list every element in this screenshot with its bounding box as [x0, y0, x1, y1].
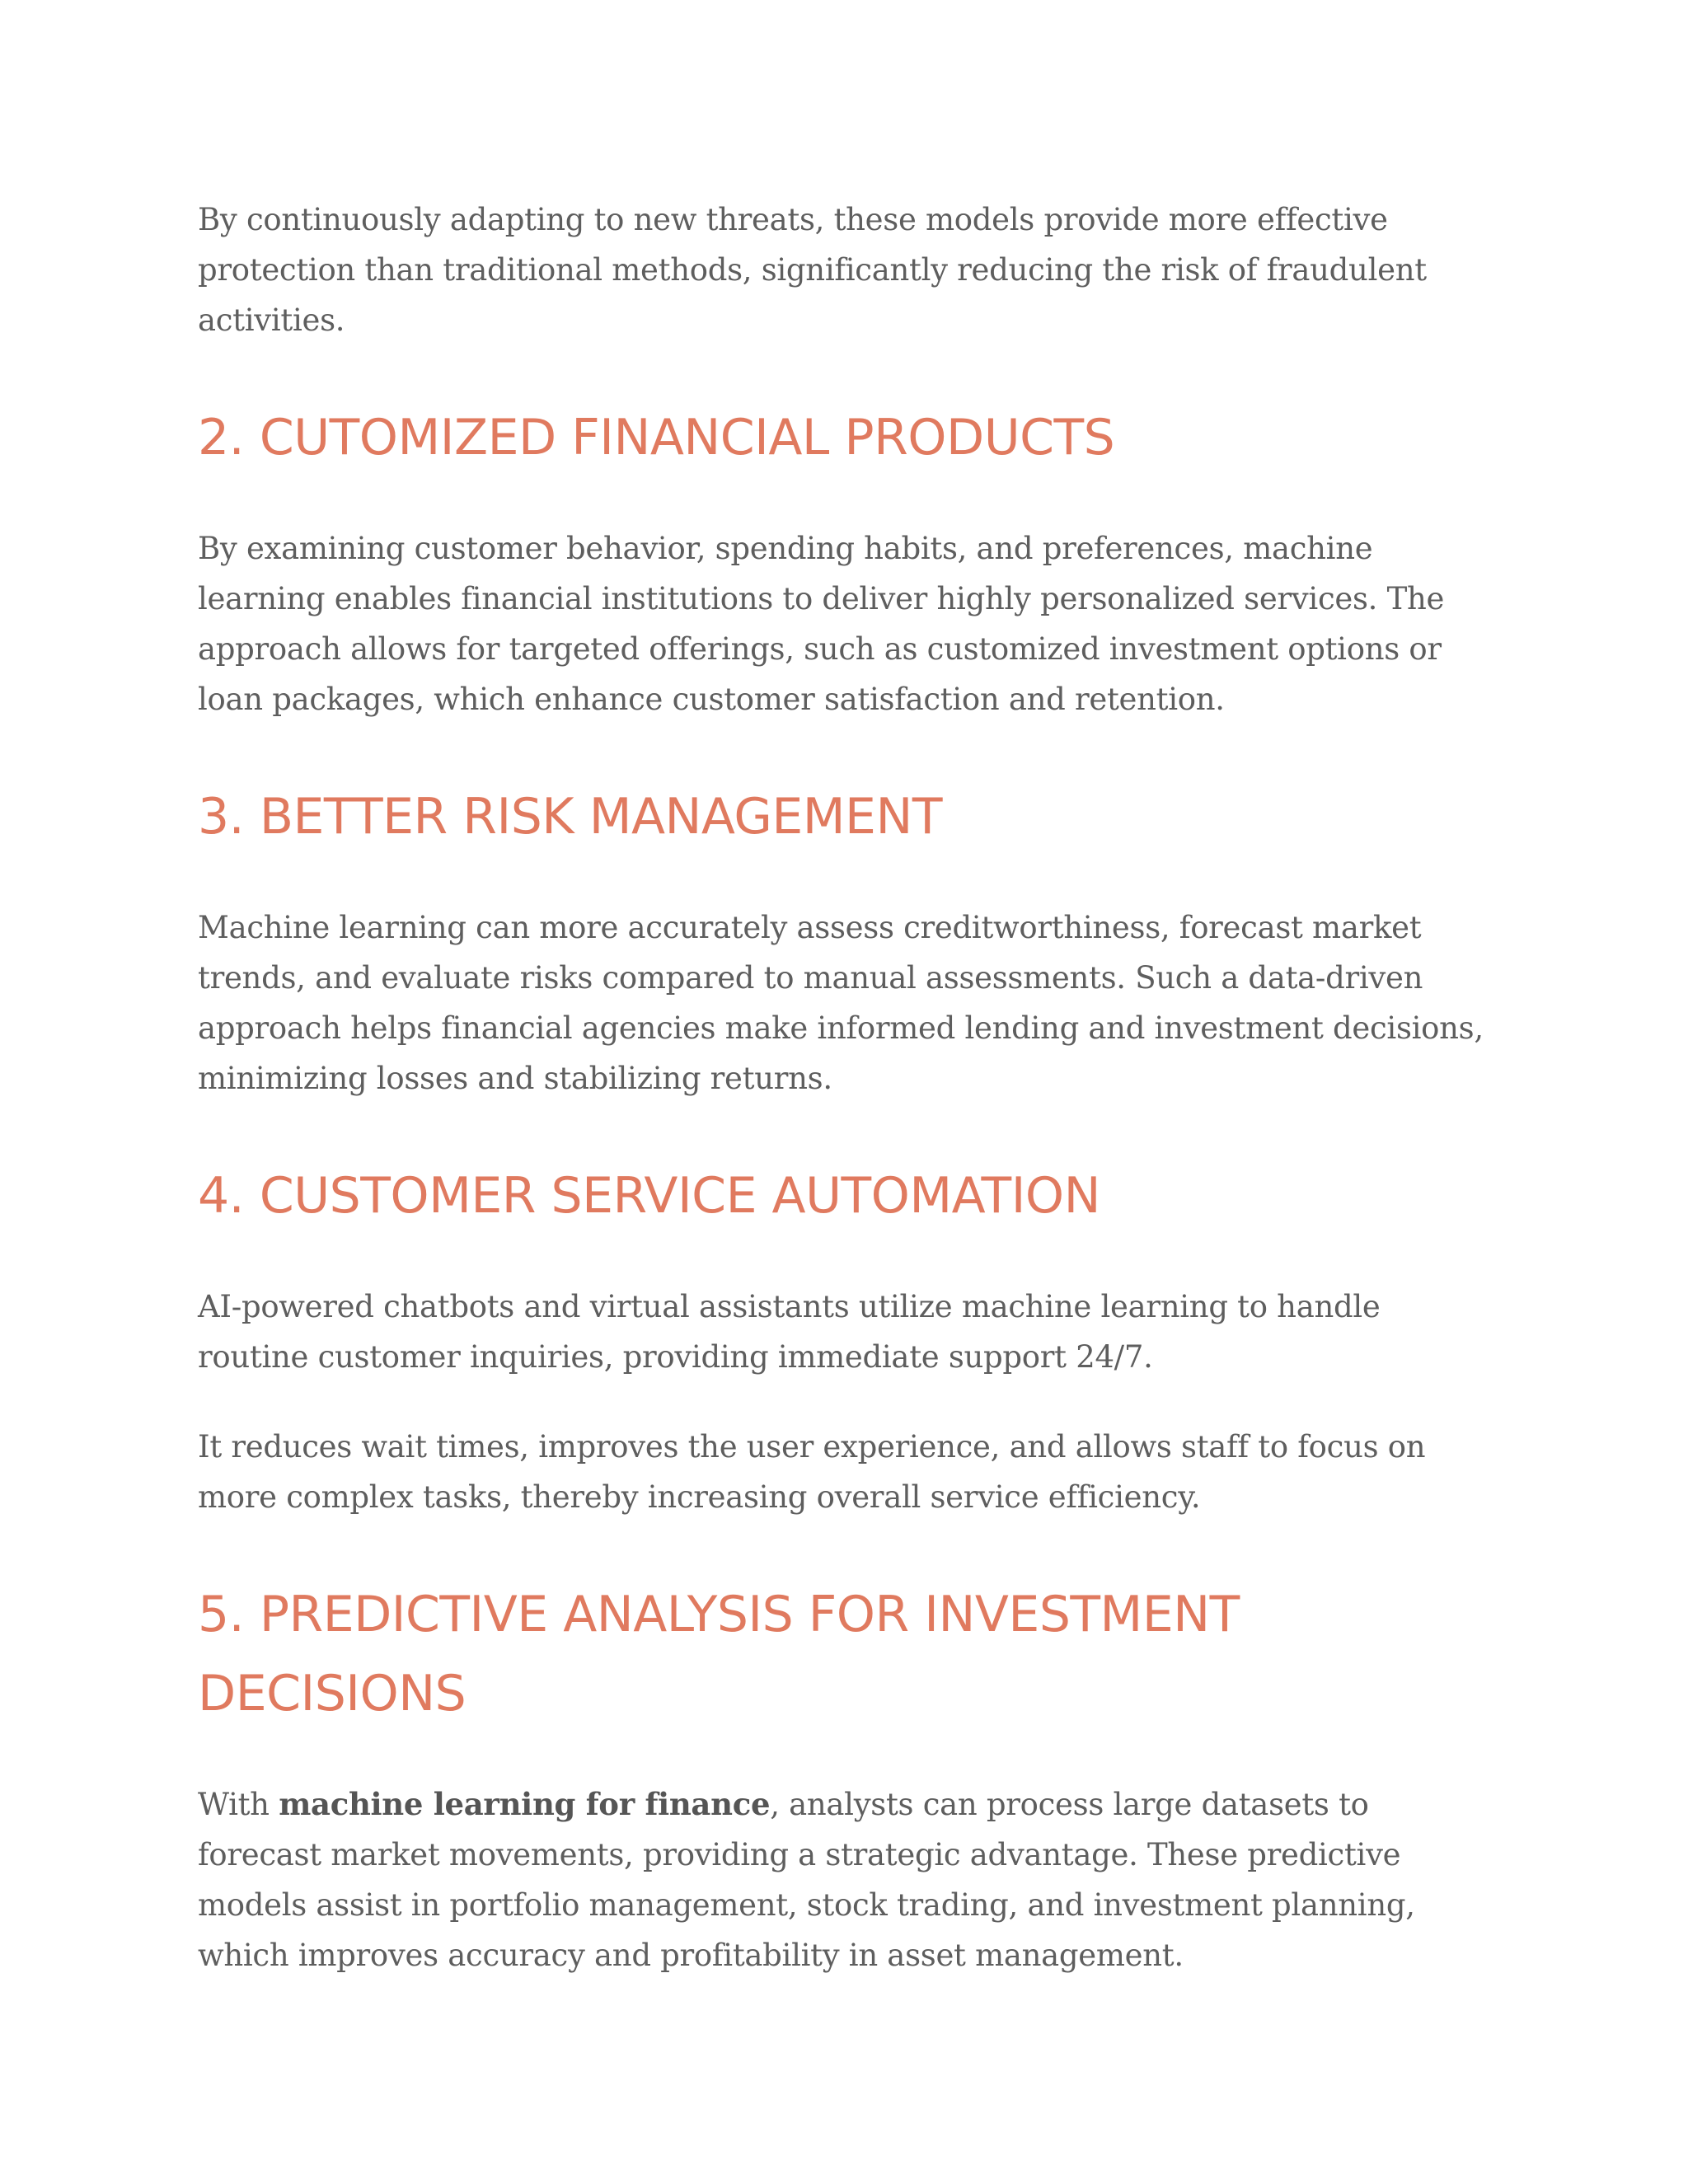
section-paragraph-predictive-analysis: [198, 1779, 1500, 1980]
bold-phrase: machine learning for finance: [279, 1786, 771, 1822]
section-paragraph-customized-products: By examining customer behavior, spending habits, and preferences, machine learning enables financial institutions to deliver highly personalized services. The approach allows for targeted offerings, such as customized investment options or loan packages, which enhance customer satisfaction and retention.: [198, 531, 1445, 717]
section-paragraph-risk-management: Machine learning can more accurately assess creditworthiness, forecast market trends, and evaluate risks compared to manual assessments. Such a data-driven approach helps financial agencies make informed lending and investment decisions, minimizing losses and stabilizing returns.: [198, 910, 1484, 1096]
intro-paragraph: By continuously adapting to new threats, these models provide more effective protection than traditional methods, significantly reducing the risk of fraudulent activities.: [198, 202, 1427, 338]
section-paragraph-service-automation-2: It reduces wait times, improves the user experience, and allows staff to focus on more complex tasks, thereby increasing overall service efficiency.: [198, 1429, 1426, 1515]
section-heading-risk-management: 3. BETTER RISK MANAGEMENT: [198, 788, 942, 846]
section-paragraph-service-automation-1: AI-powered chatbots and virtual assistants utilize machine learning to handle routine customer inquiries, providing immediate support 24/7.: [198, 1289, 1381, 1375]
section-heading-customized-products: 2. CUTOMIZED FINANCIAL PRODUCTS: [198, 409, 1115, 466]
document-page: [198, 194, 1500, 1980]
paragraph-prefix: With: [198, 1787, 279, 1822]
paragraph-suffix: , analysts can process large datasets to forecast market movements, providing a strategic advantage. These predictive models assist in portfolio management, stock trading, and investment planning, which improves accuracy and profitability in asset management.: [198, 1787, 1415, 1973]
section-heading-predictive-analysis: 5. PREDICTIVE ANALYSIS FOR INVESTMENT DECISIONS: [198, 1586, 1240, 1722]
section-heading-service-automation: 4. CUSTOMER SERVICE AUTOMATION: [198, 1167, 1100, 1225]
